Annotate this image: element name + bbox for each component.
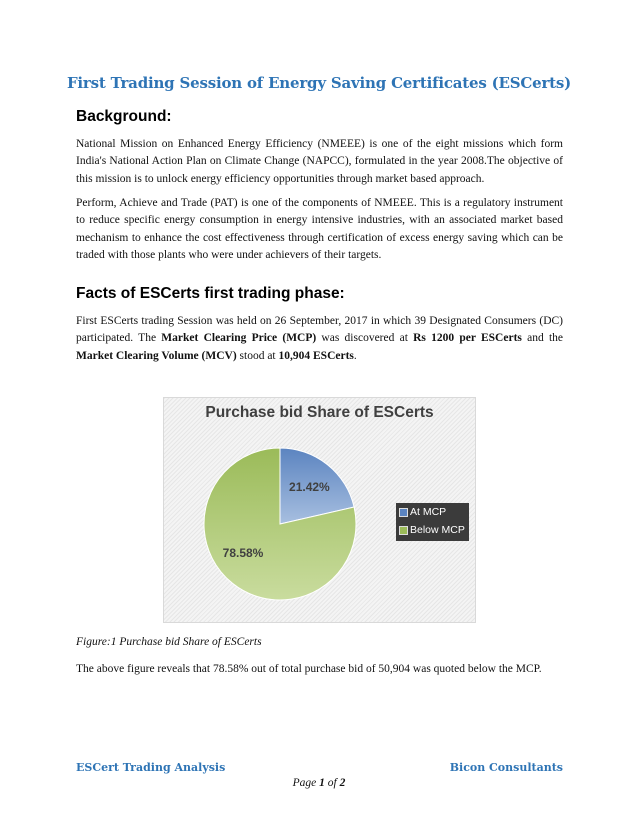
footer-left: ESCert Trading Analysis — [76, 761, 226, 774]
facts-mcv-value: 10,904 ESCerts — [278, 349, 354, 362]
facts-heading: Facts of ESCerts first trading phase: — [76, 285, 345, 302]
facts-paragraph — [76, 313, 563, 365]
chart-title: Purchase bid Share of ESCerts — [205, 404, 434, 421]
pie-label-at-mcp: 21.42% — [289, 480, 330, 495]
figure-caption: Figure:1 Purchase bid Share of ESCerts — [76, 636, 262, 648]
facts-mcp-value: Rs 1200 per ESCerts — [413, 332, 522, 345]
legend-item-below-mcp — [396, 521, 469, 539]
page-mid: of — [324, 777, 340, 789]
facts-text-1: First ESCerts trading Session was held on 26 September, 2017 in which 39 Designated Consumers (DC) participated. The — [76, 315, 563, 345]
background-paragraph-2: Perform, Achieve and Trade (PAT) is one of the components of NMEEE. This is a regulatory instrument to reduce specific energy consumption in energy intensive industries, with an associated market based mechanism to enhance the cost effectiveness through certification of excess energy saving which can be traded with those plants who were under achievers of their targets. — [76, 197, 563, 261]
facts-text-2: was discovered at — [316, 332, 414, 345]
facts-mcp-term: Market Clearing Price (MCP) — [161, 332, 317, 345]
legend-label-below-mcp: Below MCP — [410, 524, 465, 536]
document-title: First Trading Session of Energy Saving Certificates (ESCerts) — [66, 74, 572, 92]
page-number — [0, 777, 638, 789]
footer-right: Bicon Consultants — [449, 761, 563, 774]
chart-legend — [396, 503, 469, 541]
legend-swatch-at-mcp — [399, 508, 408, 517]
facts-text-5: . — [353, 349, 357, 362]
facts-mcv-term: Market Clearing Volume (MCV) — [76, 349, 237, 362]
pie-label-below-mcp: 78.58% — [222, 546, 264, 560]
legend-item-at-mcp — [396, 503, 469, 521]
page-total: 2 — [339, 777, 346, 789]
pie-chart — [163, 397, 476, 623]
legend-swatch-below-mcp — [399, 526, 408, 535]
legend-label-at-mcp: At MCP — [410, 506, 447, 518]
background-paragraph-1: National Mission on Enhanced Energy Efficiency (NMEEE) is one of the eight missions which form India's National Action Plan on Climate Change (NAPCC), formulated in the year 2008.The objective of this mission is to unlock energy efficiency opportunities through market based approach. — [76, 138, 563, 185]
background-heading: Background: — [76, 108, 172, 125]
page-current: 1 — [319, 777, 325, 789]
facts-text-4: stood at — [236, 349, 279, 362]
facts-text-3: and the — [521, 332, 564, 345]
page-prefix: Page — [292, 777, 320, 789]
conclusion-paragraph: The above figure reveals that 78.58% out of total purchase bid of 50,904 was quoted below the MCP. — [76, 663, 542, 675]
